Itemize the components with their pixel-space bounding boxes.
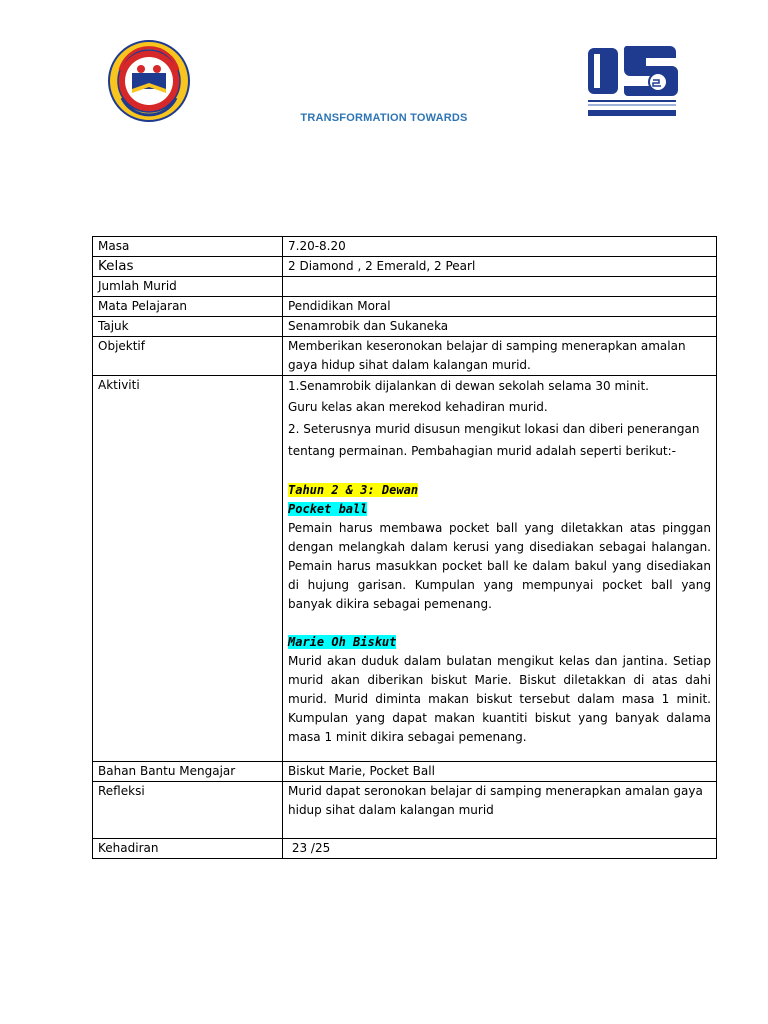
table-row — [93, 277, 717, 297]
row-label: Refleksi — [93, 782, 283, 839]
table-row — [93, 237, 717, 257]
row-value: Pendidikan Moral — [283, 297, 717, 317]
activity-line-2: Guru kelas akan merekod kehadiran murid. — [288, 400, 548, 414]
row-label: Kehadiran — [93, 839, 283, 859]
row-label: Jumlah Murid — [93, 277, 283, 297]
row-value: Senamrobik dan Sukaneka — [283, 317, 717, 337]
school-crest-icon — [108, 40, 190, 122]
ts25-logo-icon — [586, 40, 678, 120]
row-value: 23 /25 — [283, 839, 717, 859]
table-row — [93, 762, 717, 782]
game-2-title: Marie Oh Biskut — [288, 635, 397, 649]
activity-heading: Tahun 2 & 3: Dewan — [288, 483, 419, 497]
header-title: TRANSFORMATION TOWARDS — [300, 112, 468, 124]
game-2-description: Murid akan duduk dalam bulatan mengikut kelas dan jantina. Setiap murid akan diberikan biskut Marie. Biskut diletakkan di atas dahi murid. Murid diminta makan biskut tersebut dalam masa 1 minit. Kumpulan yang dapat makan kuantiti biskut yang banyak dalama masa 1 minit dikira sebagai pemenang. — [288, 654, 711, 744]
table-row — [93, 376, 717, 762]
activity-cell — [283, 376, 717, 762]
game-1-description: Pemain harus membawa pocket ball yang diletakkan atas pinggan dengan melangkah dalam kerusi yang disediakan sebagai halangan. Pemain harus masukkan pocket ball ke dalam bakul yang disediakan di hujung garisan. Kumpulan yang mempunyai pocket ball yang banyak dikira sebagai pemenang. — [288, 521, 711, 611]
row-label: Objektif — [93, 337, 283, 376]
row-label: Masa — [93, 237, 283, 257]
table-row — [93, 337, 717, 376]
row-label: Aktiviti — [93, 376, 283, 762]
row-value: 7.20-8.20 — [283, 237, 717, 257]
table-row — [93, 257, 717, 277]
table-row — [93, 839, 717, 859]
row-value: Murid dapat seronokan belajar di samping menerapkan amalan gaya hidup sihat dalam kalangan murid — [283, 782, 717, 839]
table-row — [93, 317, 717, 337]
row-value — [283, 277, 717, 297]
row-label: Bahan Bantu Mengajar — [93, 762, 283, 782]
row-value: Biskut Marie, Pocket Ball — [283, 762, 717, 782]
row-label: Mata Pelajaran — [93, 297, 283, 317]
activity-line-3: 2. Seterusnya murid disusun mengikut lokasi dan diberi penerangan tentang permainan. Pembahagian murid adalah seperti berikut:- — [288, 422, 700, 458]
row-value: Memberikan keseronokan belajar di samping menerapkan amalan gaya hidup sihat dalam kalangan murid. — [283, 337, 717, 376]
activity-line-1: 1.Senamrobik dijalankan di dewan sekolah selama 30 minit. — [288, 379, 649, 393]
game-1-title: Pocket ball — [288, 502, 368, 516]
lesson-plan-table — [92, 236, 717, 859]
table-row — [93, 782, 717, 839]
table-row — [93, 297, 717, 317]
row-label: Kelas — [93, 257, 283, 277]
row-label: Tajuk — [93, 317, 283, 337]
row-value: 2 Diamond , 2 Emerald, 2 Pearl — [283, 257, 717, 277]
